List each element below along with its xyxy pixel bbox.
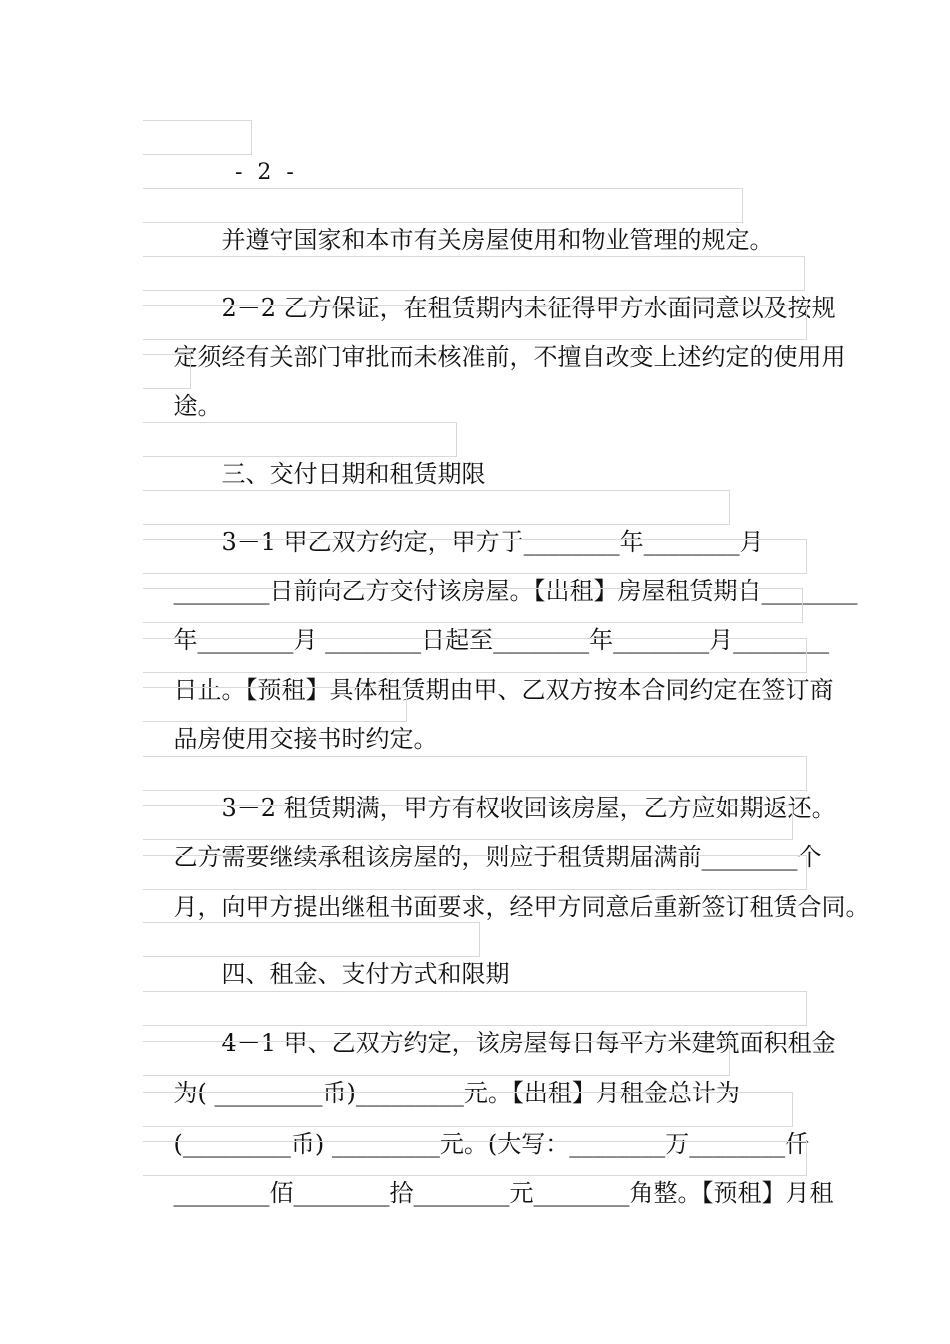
paragraph-line (143, 188, 774, 254)
section-heading (143, 922, 510, 988)
paragraph-line (143, 354, 222, 420)
line-text: 品房使用交接书时约定。 (173, 725, 438, 753)
line-text: 日止。【预租】具体租赁期由甲、乙双方按本合同约定在签订商 (173, 676, 834, 704)
line-text: 4－1 甲、乙双方约定，该房屋每日每平方米建筑面积租金 (221, 1029, 836, 1057)
paragraph-line (143, 687, 438, 753)
line-text: 四、租金、支付方式和限期 (221, 960, 510, 988)
line-text: 为( _________币)_________元。【出租】月租金总计为 (173, 1079, 740, 1107)
paragraph-line (143, 756, 836, 822)
paragraph-line (143, 991, 836, 1057)
line-text: 月，向甲方提出继租书面要求，经甲方同意后重新签订租赁合同。 (173, 893, 870, 921)
paragraph-line (143, 1041, 740, 1107)
line-text: 途。 (173, 392, 222, 420)
paragraph-line (143, 305, 846, 371)
paragraph-line (143, 638, 834, 704)
line-text: (_________币) _________元。(大写：________万________仟 (173, 1130, 810, 1158)
paragraph-line (143, 539, 858, 605)
line-text: 2－2 乙方保证，在租赁期内未征得甲方水面同意以及按规 (221, 294, 836, 322)
line-text: 三、交付日期和租赁期限 (221, 460, 486, 488)
line-text: 乙方需要继续承租该房屋的，则应于租赁期届满前________个 (173, 843, 822, 871)
line-text: ________日前向乙方交付该房屋。【出租】房屋租赁期自________ (173, 577, 858, 605)
paragraph-line (143, 588, 830, 654)
paragraph-line (143, 855, 870, 921)
line-text: 并遵守国家和本市有关房屋使用和物业管理的规定。 (221, 226, 774, 254)
paragraph-line (143, 805, 822, 871)
line-text: ________佰________拾________元________角整。【预租】月租 (173, 1179, 834, 1207)
paragraph-line (143, 256, 836, 322)
line-text: 定须经有关部门审批而未核准前，不擅自改变上述约定的使用用 (173, 343, 846, 371)
line-text: 年________月 ________日起至________年________月________ (173, 626, 830, 654)
paragraph-line (143, 1141, 834, 1207)
line-text: 3－2 租赁期满，甲方有权收回该房屋，乙方应如期返还。 (221, 794, 836, 822)
page-number (143, 120, 298, 185)
section-heading (143, 422, 486, 488)
paragraph-line (143, 1092, 810, 1158)
paragraph-line (143, 490, 764, 556)
line-text: 3－1 甲乙双方约定，甲方于________年________月 (221, 528, 764, 556)
page-number-text: - 2 - (234, 160, 298, 185)
